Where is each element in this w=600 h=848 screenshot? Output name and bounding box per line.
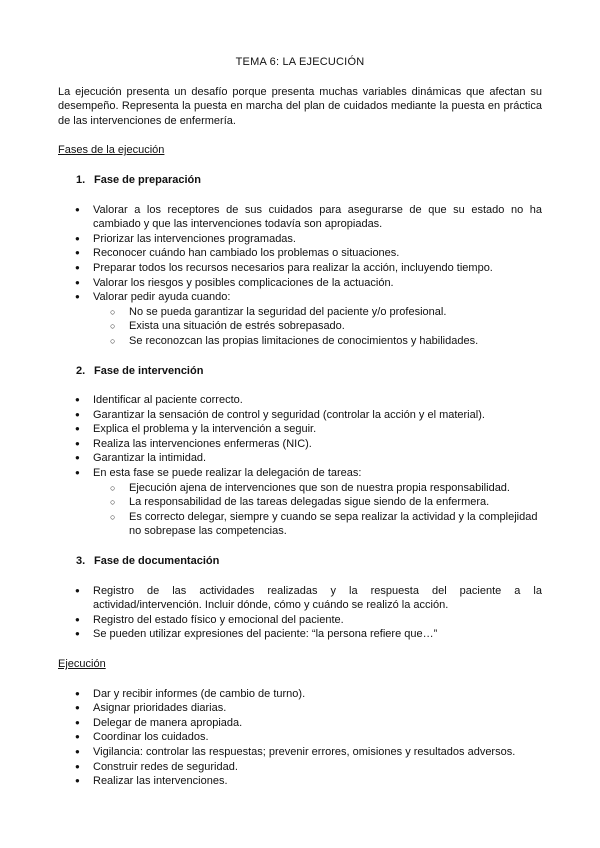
fases-heading: Fases de la ejecución <box>58 144 165 157</box>
phase-2-list <box>58 393 542 539</box>
list-item: ● Construir redes de seguridad. <box>58 760 542 775</box>
list-item-text: Valorar pedir ayuda cuando: <box>93 291 231 304</box>
phase-1-heading <box>58 173 542 188</box>
page-title: TEMA 6: LA EJECUCIÓN <box>235 56 365 68</box>
phase-3-list <box>58 584 542 642</box>
document-page <box>58 55 542 804</box>
ejecucion-heading: Ejecución <box>58 658 106 670</box>
list-item: ● Vigilancia: controlar las respuestas; prevenir errores, omisiones y resultados adversos. <box>58 745 542 760</box>
list-item: ● Dar y recibir informes (de cambio de turno). <box>58 687 542 702</box>
phase-1-title: Fase de preparación <box>94 173 201 186</box>
list-item: ● Reconocer cuándo han cambiado los problemas o situaciones. <box>58 246 542 261</box>
list-item-text: En esta fase se puede realizar la delegación de tareas: <box>93 467 362 480</box>
list-item-with-sublist <box>58 466 542 539</box>
list-item: ● Valorar a los receptores de sus cuidados para asegurarse de que su estado no ha cambiado y que las intervenciones todavía son apropiadas. <box>58 203 542 232</box>
list-item: ● Coordinar los cuidados. <box>58 730 542 745</box>
list-item: ● Realizar las intervenciones. <box>58 774 542 789</box>
list-item: ● Explica el problema y la intervención a seguir. <box>58 422 542 437</box>
list-item: ● Realiza las intervenciones enfermeras (NIC). <box>58 437 542 452</box>
phase-3-heading <box>58 554 542 569</box>
sublist-item: ○ Es correcto delegar, siempre y cuando se sepa realizar la actividad y la complejidad no sobrepase las competencias. <box>93 510 542 539</box>
sublist-item: ○ Se reconozcan las propias limitaciones de conocimientos y habilidades. <box>93 334 542 349</box>
phase-2-title: Fase de intervención <box>94 364 204 377</box>
sublist-item: ○ La responsabilidad de las tareas delegadas sigue siendo de la enfermera. <box>93 495 542 510</box>
list-item: ● Asignar prioridades diarias. <box>58 701 542 716</box>
intro-paragraph: La ejecución presenta un desafío porque presenta muchas variables dinámicas que afectan su desempeño. Representa la puesta en marcha del plan de cuidados mediante la puesta en práctica de las intervenciones de enfermería. <box>58 85 542 127</box>
phase-1-number: 1. <box>76 173 86 186</box>
list-item: ● Registro del estado físico y emocional del paciente. <box>58 613 542 628</box>
phase-2-number: 2. <box>76 364 86 377</box>
list-item: ● Registro de las actividades realizadas y la respuesta del paciente a la actividad/intervención. Incluir dónde, cómo y cuándo se realizó la acción. <box>58 584 542 613</box>
list-item: ● Priorizar las intervenciones programadas. <box>58 232 542 247</box>
phase-2-sublist <box>93 481 542 539</box>
list-item: ● Valorar los riesgos y posibles complicaciones de la actuación. <box>58 276 542 291</box>
list-item: ● Garantizar la intimidad. <box>58 451 542 466</box>
phase-1-list <box>58 203 542 349</box>
list-item: ● Delegar de manera apropiada. <box>58 716 542 731</box>
list-item: ● Identificar al paciente correcto. <box>58 393 542 408</box>
phase-3-number: 3. <box>76 555 86 568</box>
ejecucion-list <box>58 687 542 789</box>
sublist-item: ○ Ejecución ajena de intervenciones que son de nuestra propia responsabilidad. <box>93 481 542 496</box>
phase-3-title: Fase de documentación <box>94 555 220 568</box>
list-item-with-sublist <box>58 290 542 348</box>
phase-2-heading <box>58 364 542 379</box>
list-item: ● Garantizar la sensación de control y seguridad (controlar la acción y el material). <box>58 408 542 423</box>
list-item: ● Se pueden utilizar expresiones del paciente: “la persona refiere que…” <box>58 627 542 642</box>
list-item: ● Preparar todos los recursos necesarios para realizar la acción, incluyendo tiempo. <box>58 261 542 276</box>
phase-1-sublist <box>93 305 542 349</box>
sublist-item: ○ Exista una situación de estrés sobrepasado. <box>93 319 542 334</box>
sublist-item: ○ No se pueda garantizar la seguridad del paciente y/o profesional. <box>93 305 542 320</box>
